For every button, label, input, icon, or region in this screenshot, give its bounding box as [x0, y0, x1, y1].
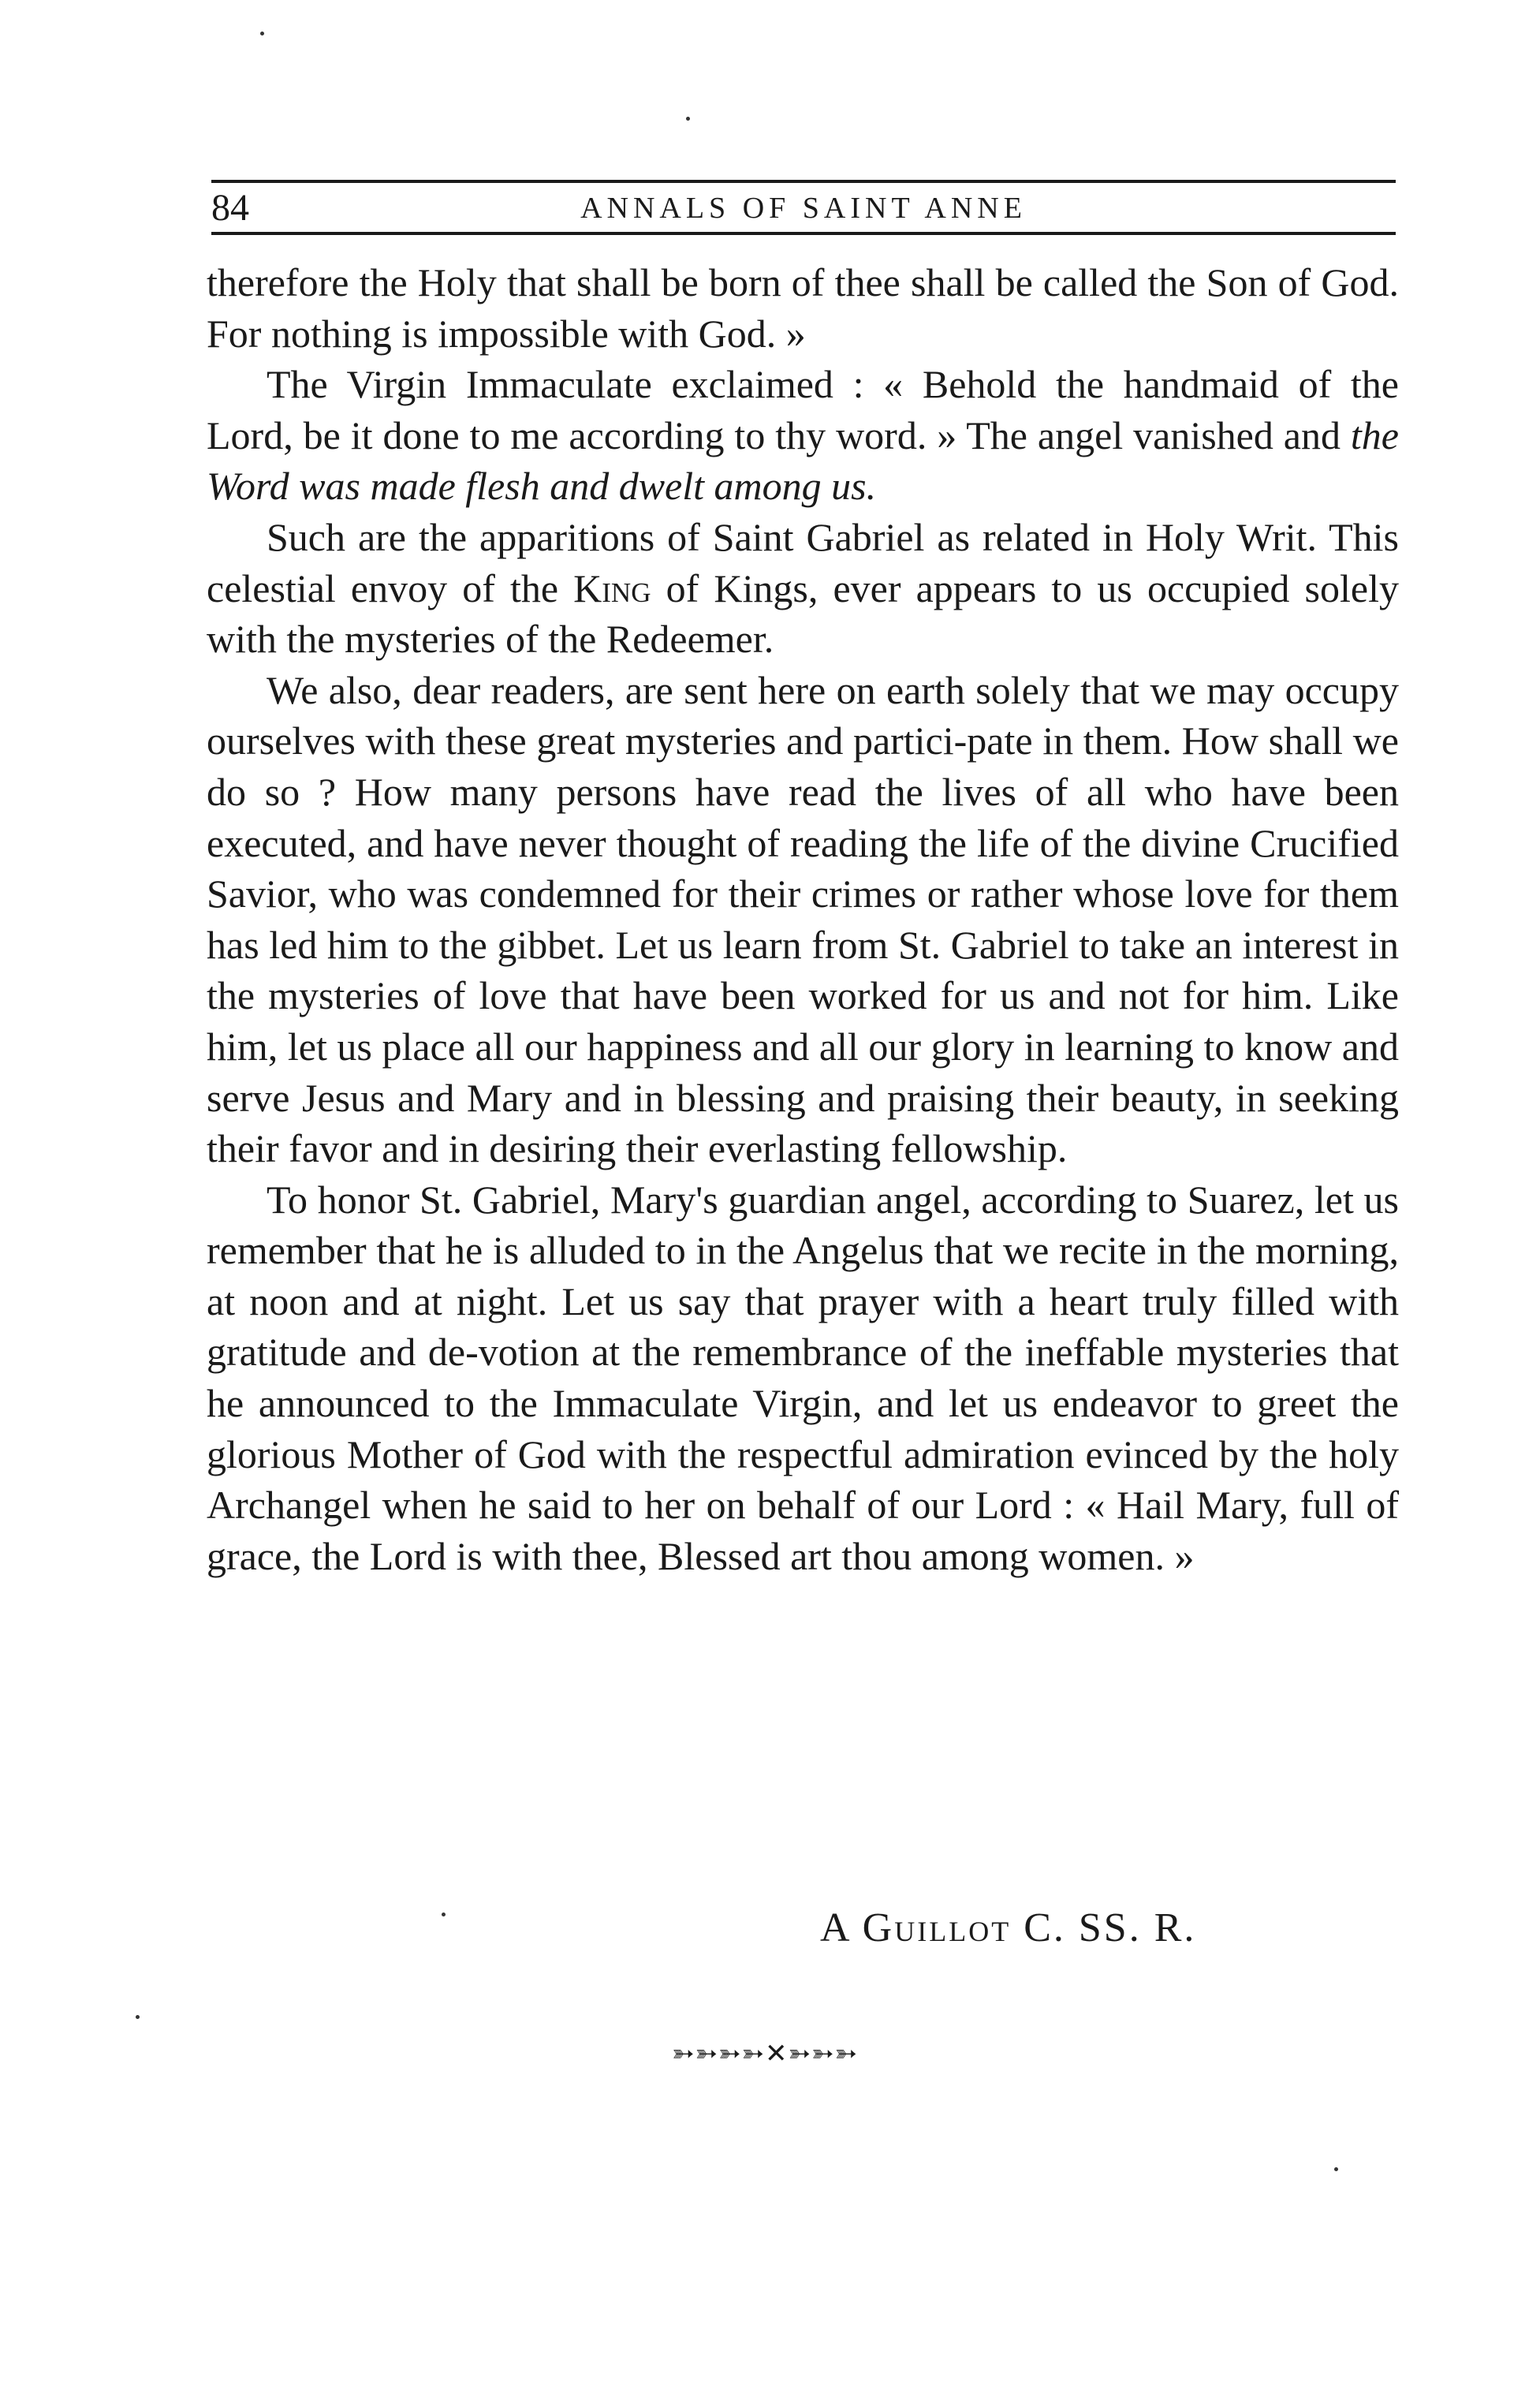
paragraph-virgin-exclaimed: [207, 359, 1399, 512]
header-bottom-rule: [211, 232, 1396, 235]
author-signature: A Guillot C. SS. R.: [820, 1905, 1197, 1950]
body-text: [207, 257, 1399, 1581]
paragraph-text: Such are the apparitions of Saint Gabriel as related in Holy Writ. This celestial envoy of the: [207, 514, 1399, 610]
header-top-rule: [211, 180, 1396, 183]
paragraph-honor-gabriel: To honor St. Gabriel, Mary's guardian angel, according to Suarez, let us remember that he is alluded to in the Angelus that we recite in the morning, at noon and at night. Let us say that prayer with a heart truly filled with gratitude and de-votion at the remembrance of the ineffable mysteries that he announced to the Immaculate Virgin, and let us endeavor to greet the glorious Mother of God with the respectful admiration evinced by the holy Archangel when he said to her on behalf of our Lord : « Hail Mary, full of grace, the Lord is with thee, Blessed art thou among women. »: [207, 1177, 1399, 1578]
print-speck: [260, 32, 264, 35]
print-speck: [136, 2015, 140, 2019]
running-title: ANNALS OF SAINT ANNE: [580, 192, 1027, 225]
small-caps-king: King: [573, 565, 651, 610]
print-speck: [686, 117, 690, 121]
paragraph-text: The Virgin Immaculate exclaimed : « Behold the handmaid of the Lord, be it done to me according to thy word. » The angel vanished and: [207, 362, 1399, 457]
print-speck: [442, 1913, 446, 1916]
paragraph-text: of Kings, ever appears to us occupied solely with the mysteries of the Redeemer.: [207, 565, 1399, 662]
paragraph-dear-readers: We also, dear readers, are sent here on earth solely that we may occupy ourselves with these great mysteries and partici-pate in them. How shall we do so ? How many persons have read the lives of all who have been executed, and have never thought of reading the life of the divine Crucified Savior, who was condemned for their crimes or rather whose love for them has led him to the gibbet. Let us learn from St. Gabriel to take an interest in the mysteries of love that have been worked for us and not for him. Like him, let us place all our happiness and all our glory in learning to know and serve Jesus and Mary and in blessing and praising their beauty, in seeking their favor and in desiring their everlasting fellowship.: [207, 667, 1399, 1171]
page-header: [211, 180, 1396, 235]
paragraph-continuation: therefore the Holy that shall be born of thee shall be called the Son of God. For nothing is impossible with God. »: [207, 260, 1399, 356]
italic-quote: the Word was made flesh and dwelt among us.: [207, 412, 1399, 509]
decorative-ornament: ➳➳➳➳✕➳➳➳: [672, 2038, 858, 2069]
paragraph-apparitions: [207, 512, 1399, 665]
print-speck: [1334, 2167, 1338, 2171]
page-number: 84: [211, 187, 249, 229]
